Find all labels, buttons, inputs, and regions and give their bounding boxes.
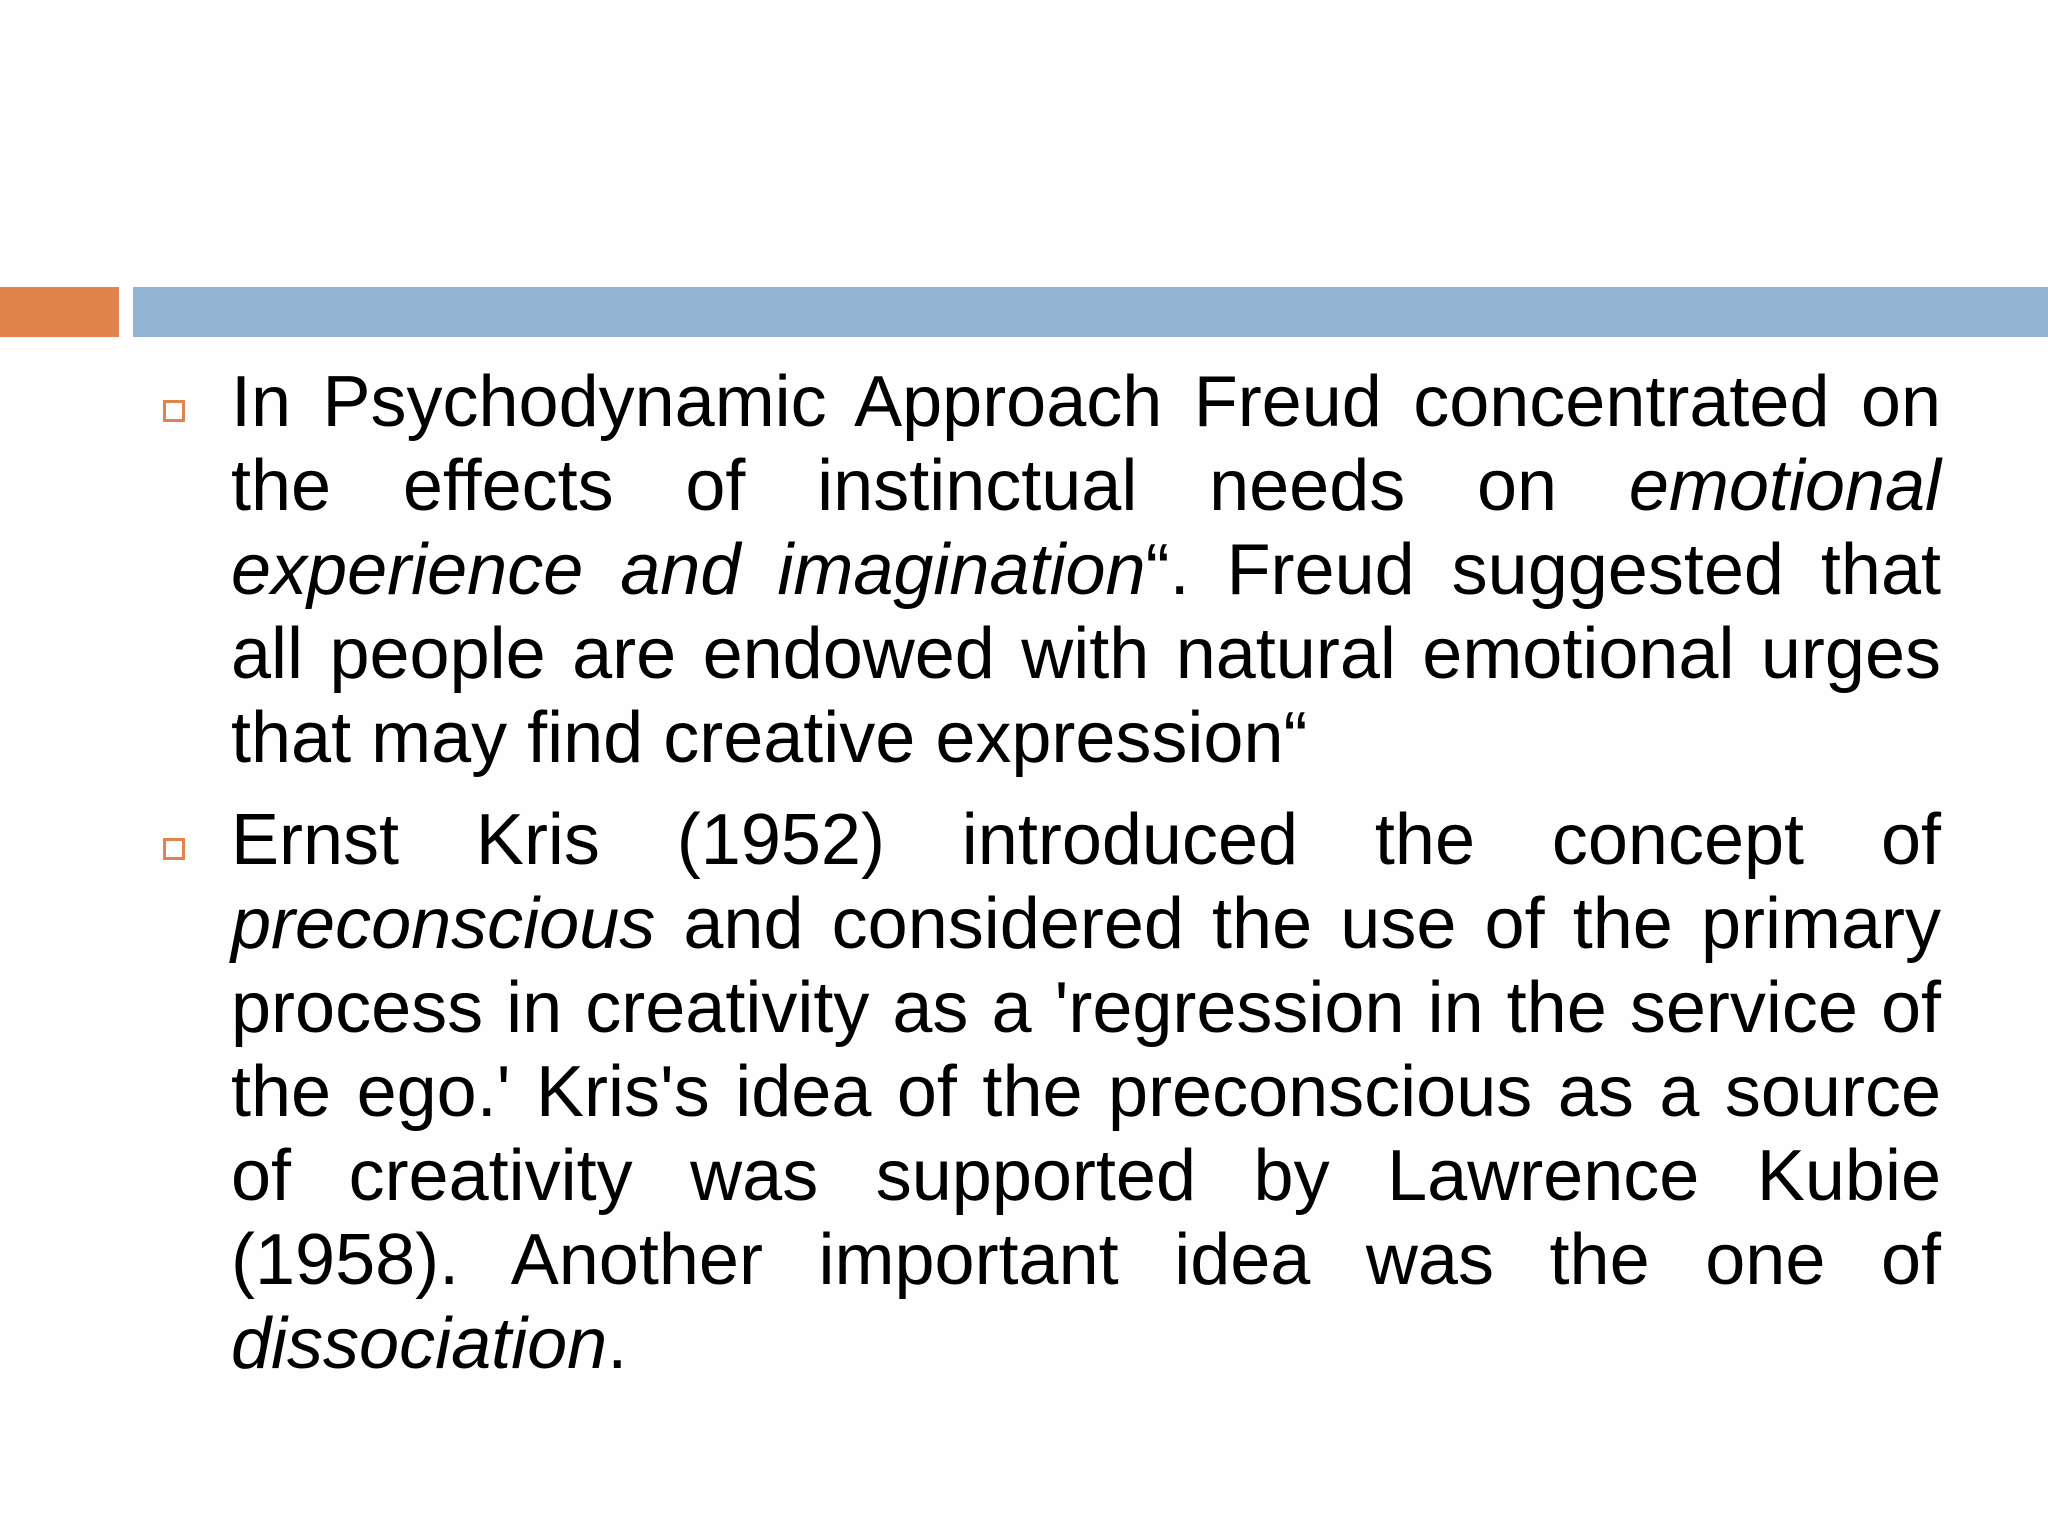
text-segment: and considered the use of the primary process in creativity as a 'regression in the service of the ego.' Kris's idea of the preconscious as a source of creativity was supported by Lawrence Kubie (1958). Another important idea was the one of xyxy=(231,884,1941,1300)
bullet-text xyxy=(231,360,1941,780)
italic-text-segment: emotional experience and imagination xyxy=(231,446,1941,610)
accent-bar xyxy=(0,287,119,337)
header-bar xyxy=(133,287,2048,337)
text-segment: Ernst Kris (1952) introduced the concept of xyxy=(231,800,1941,880)
text-segment: . xyxy=(607,1304,628,1384)
bullet-list xyxy=(159,360,1941,1404)
bullet-item xyxy=(159,798,1941,1386)
italic-text-segment: preconscious xyxy=(231,884,656,964)
italic-text-segment: dissociation xyxy=(231,1304,608,1384)
hollow-square-bullet-icon xyxy=(163,838,185,860)
bullet-item xyxy=(159,360,1941,780)
bullet-text xyxy=(231,798,1941,1386)
text-segment: “. Freud suggested that all people are endowed with natural emotional urges that may find creative expression“ xyxy=(231,530,1942,778)
text-segment: In Psychodynamic Approach Freud concentrated on the effects of instinctual needs on xyxy=(231,362,1941,526)
hollow-square-bullet-icon xyxy=(163,400,185,422)
